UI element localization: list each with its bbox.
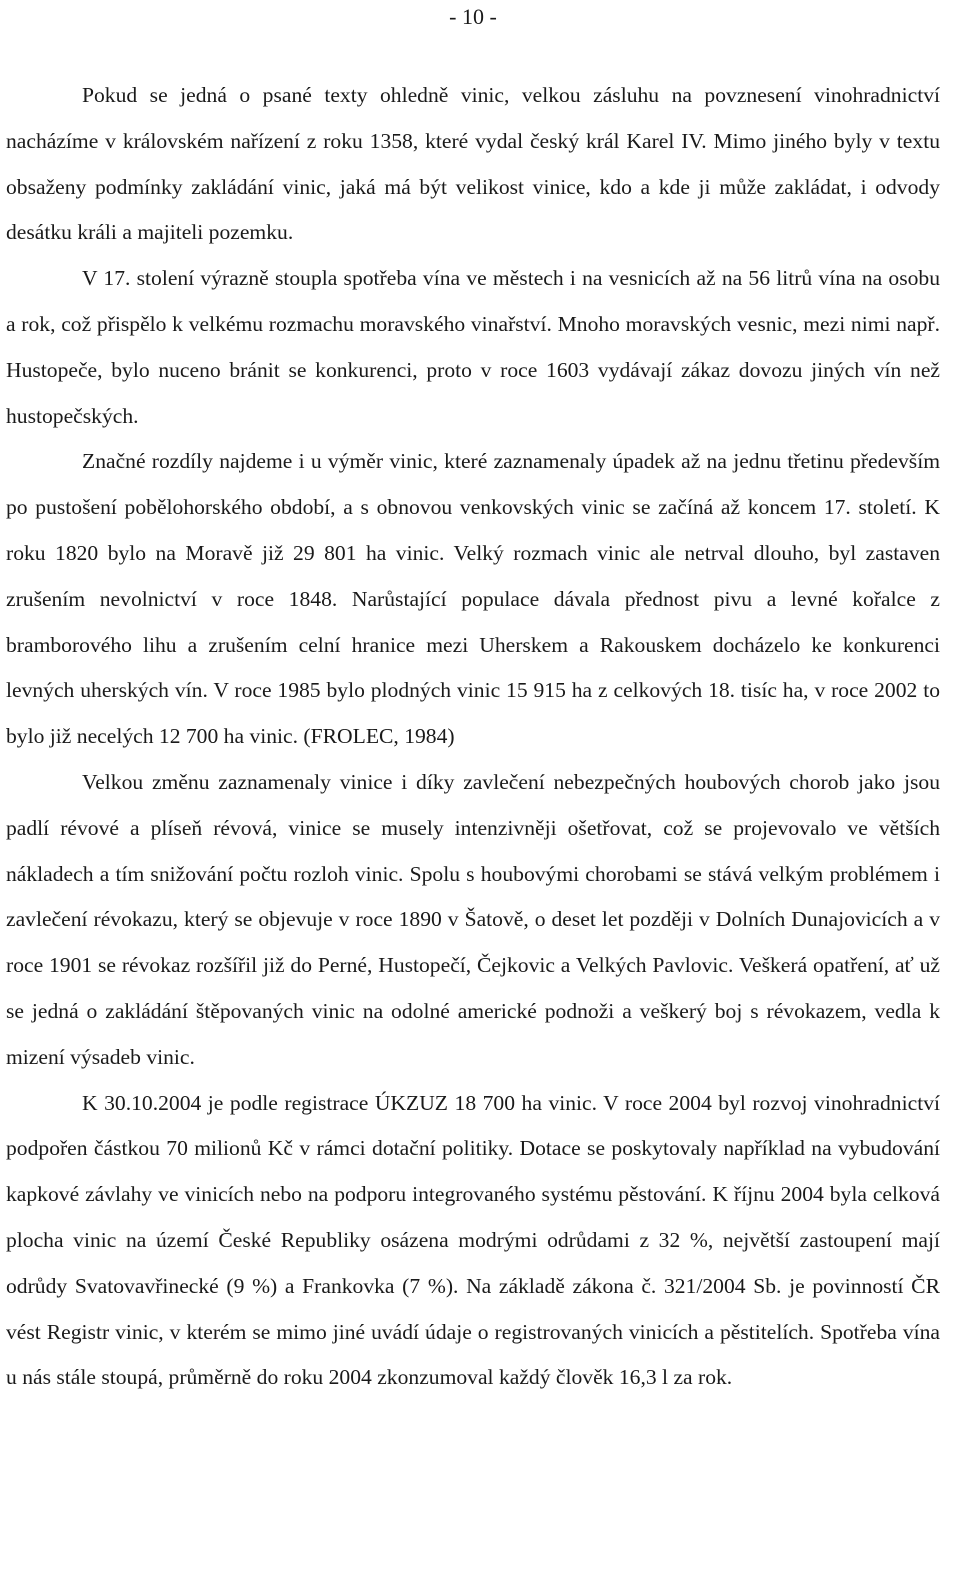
page-number: - 10 -: [449, 4, 497, 29]
paragraph-royal-decree: Pokud se jedná o psané texty ohledně vinic, velkou zásluhu na povznesení vinohradnictví nacházíme v královském nařízení z roku 1358, které vydal český král Karel IV. Mimo jiného byly v textu obsaženy podmínky zakládání vinic, jaká má být velikost vinice, kdo a kde ji může zakládat, i odvody desátku králi a majiteli pozemku.: [6, 83, 940, 245]
paragraph-vineyard-area: Značné rozdíly najdeme i u výměr vinic, které zaznamenaly úpadek až na jednu třetinu především po pustošení pobělohorského období, a s obnovou venkovských vinic se začíná až koncem 17. století. K roku 1820 bylo na Moravě již 29 801 ha vinic. Velký rozmach vinic ale netrval dlouho, byl zastaven zrušením nevolnictví v roce 1848. Narůstající populace dávala přednost pivu a levné kořalce z bramborového lihu a zrušením celní hranice mezi Uherskem a Rakouskem docházelo ke konkurenci levných uherských vín. V roce 1985 bylo plodných vinic 15 915 ha z celkových 18. tisíc ha, v roce 2002 to bylo již necelých 12 700 ha vinic. (FROLEC, 1984): [6, 449, 940, 749]
paragraph-registration-2004: K 30.10.2004 je podle registrace ÚKZUZ 18 700 ha vinic. V roce 2004 byl rozvoj vinohradnictví podpořen částkou 70 milionů Kč v rámci dotační politiky. Dotace se poskytovaly například na vybudování kapkové závlahy ve vinicích nebo na podporu integrovaného systému pěstování. K říjnu 2004 byla celková plocha vinic na území České Republiky osázena modrými odrůdami z 32 %, největší zastoupení mají odrůdy Svatovavřinecké (9 %) a Frankovka (7 %). Na základě zákona č. 321/2004 Sb. je povinností ČR vést Registr vinic, v kterém se mimo jiné uvádí údaje o registrovaných vinicích a pěstitelích. Spotřeba vína u nás stále stoupá, průměrně do roku 2004 zkonzumoval každý člověk 16,3 l za rok.: [6, 1090, 940, 1390]
paragraph-17th-century: V 17. stolení výrazně stoupla spotřeba vína ve městech i na vesnicích až na 56 litrů vína na osobu a rok, což přispělo k velkému rozmachu moravského vinařství. Mnoho moravských vesnic, mezi nimi např. Hustopeče, bylo nuceno bránit se konkurenci, proto v roce 1603 vydávají zákaz dovozu jiných vín než hustopečských.: [6, 266, 940, 428]
paragraph-diseases: Velkou změnu zaznamenaly vinice i díky zavlečení nebezpečných houbových chorob jako jsou padlí révové a plíseň révová, vinice se musely intenzivněji ošetřovat, což se projevovalo ve větších nákladech a tím snižování počtu rozloh vinic. Spolu s houbovými chorobami se stává velkým problémem i zavlečení révokazu, který se objevuje v roce 1890 v Šatově, o deset let později v Dolních Dunajovicích a v roce 1901 se révokaz rozšířil již do Perné, Hustopečí, Čejkovic a Velkých Pavlovic. Veškerá opatření, ať už se jedná o zakládání štěpovaných vinic na odolné americké podnoži a veškerý boj s révokazem, vedla k mizení výsadeb vinic.: [6, 769, 940, 1069]
body-text: [6, 73, 940, 1401]
